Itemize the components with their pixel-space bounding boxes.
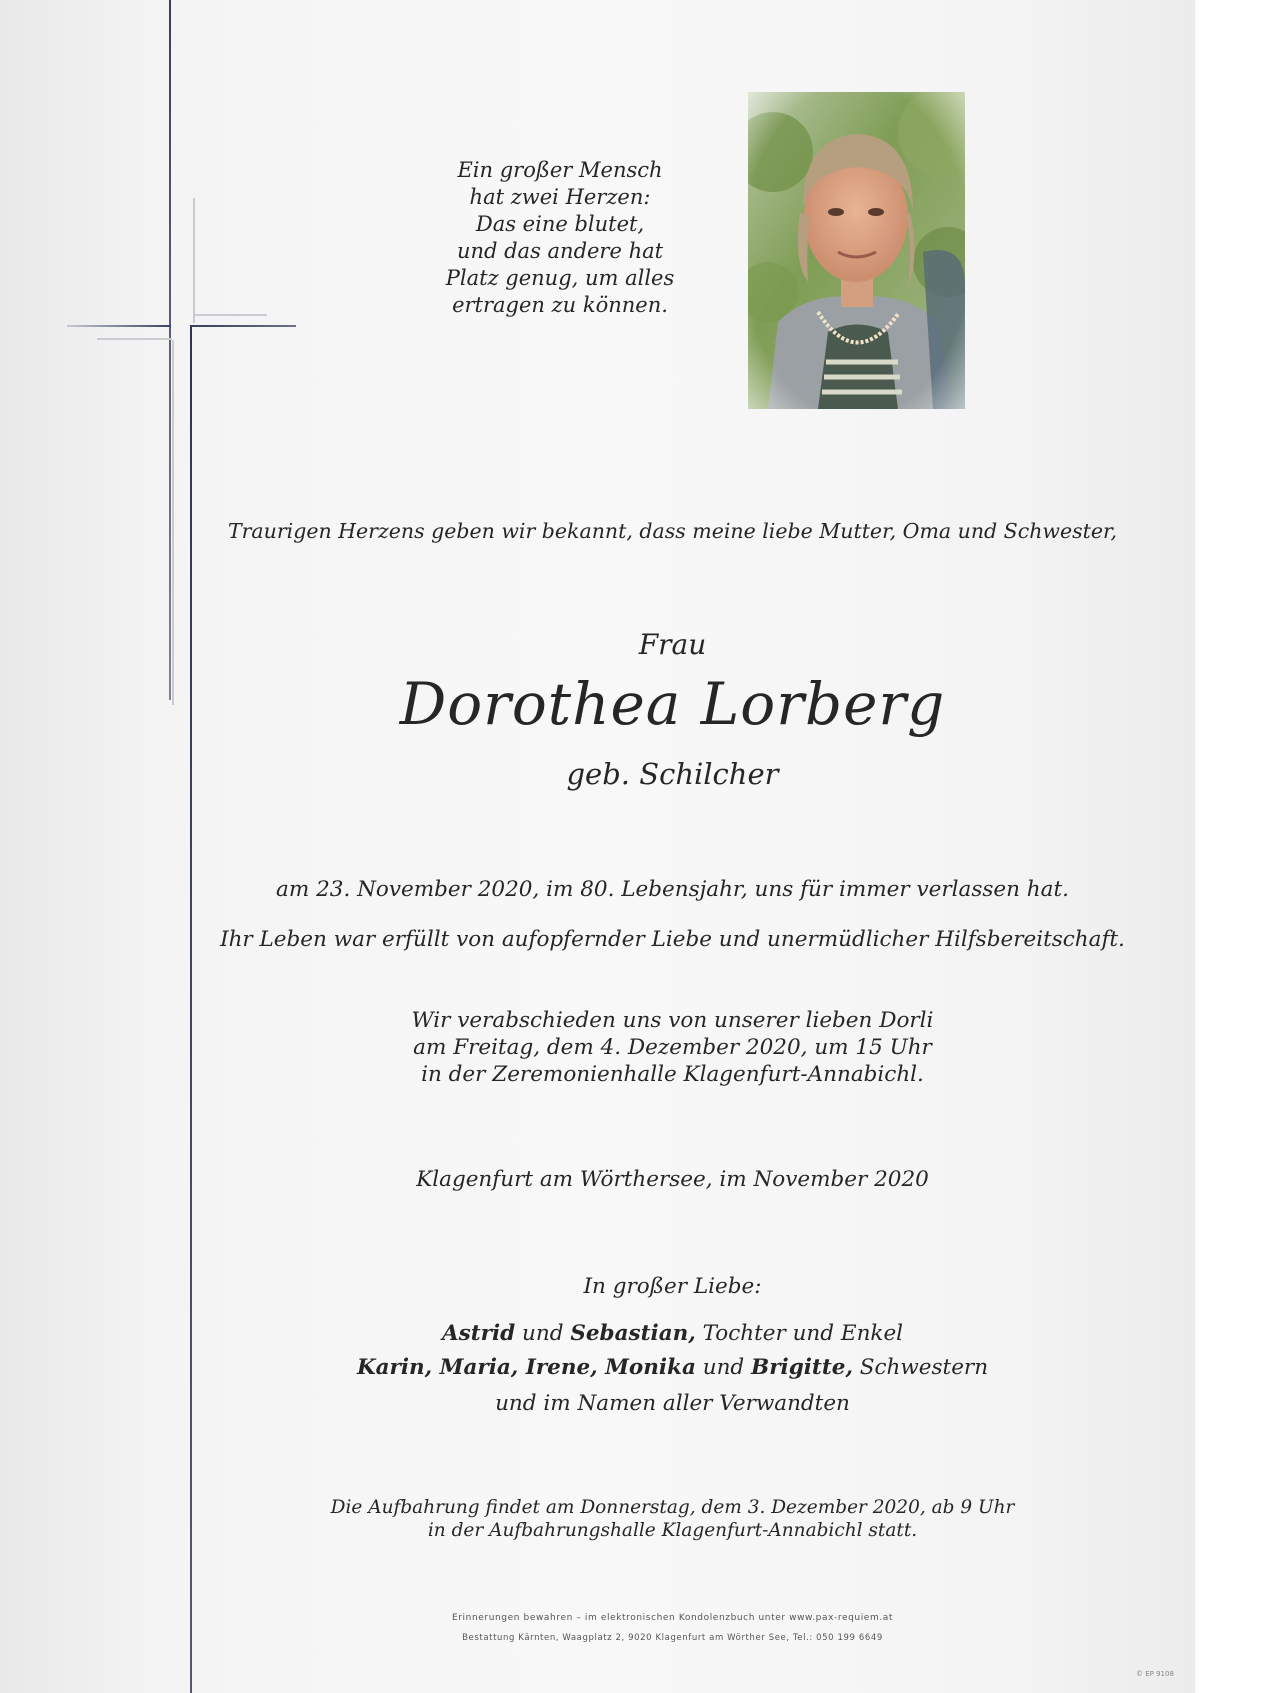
mourner-name: Astrid	[441, 1321, 516, 1346]
death-statement: am 23. November 2020, im 80. Lebensjahr, uns für immer verlassen hat.	[276, 877, 1069, 902]
poem-line: ertragen zu können.	[452, 293, 668, 317]
mourners-line	[200, 1317, 1145, 1351]
farewell-details	[200, 1007, 1145, 1088]
poem-line: und das andere hat	[456, 239, 664, 263]
viewing-line: in der Aufbahrungshalle Klagenfurt-Annabichl statt.	[427, 1520, 918, 1541]
farewell-line: Wir verabschieden uns von unserer lieben Dorli	[411, 1008, 934, 1033]
mourners-line	[200, 1351, 1145, 1385]
funeral-home-address: Bestattung Kärnten, Waagplatz 2, 9020 Klagenfurt am Wörther See, Tel.: 050 199 6649	[462, 1633, 883, 1643]
poem-line: Platz genug, um alles	[445, 266, 675, 290]
poem-line: hat zwei Herzen:	[469, 185, 651, 209]
place-date: Klagenfurt am Wörthersee, im November 2020	[416, 1167, 929, 1192]
relation: Tochter und Enkel	[695, 1321, 904, 1346]
farewell-line: in der Zeremonienhalle Klagenfurt-Annabichl.	[421, 1062, 924, 1087]
cross-vertical-line	[169, 0, 171, 700]
maiden-name: geb. Schilcher	[566, 757, 779, 791]
salutation: Frau	[638, 628, 707, 661]
relation: Schwestern	[852, 1355, 989, 1380]
deceased-name: Dorothea Lorberg	[399, 670, 946, 738]
mourner-name: Sebastian,	[570, 1321, 696, 1346]
farewell-line: am Freitag, dem 4. Dezember 2020, um 15 Uhr	[413, 1035, 932, 1060]
poem-line: Ein großer Mensch	[457, 158, 663, 182]
viewing-line: Die Aufbahrung findet am Donnerstag, dem 3. Dezember 2020, ab 9 Uhr	[330, 1497, 1015, 1518]
page-margin	[1196, 0, 1280, 1693]
viewing-details	[200, 1496, 1145, 1542]
print-code: © EP 9108	[1136, 1670, 1174, 1678]
relatives-note: und im Namen aller Verwandten	[495, 1391, 850, 1416]
mourner-name: Brigitte,	[751, 1355, 853, 1380]
cross-horizontal-line	[67, 325, 171, 327]
mourners-list	[200, 1317, 1145, 1385]
conjunction: und	[515, 1321, 571, 1346]
cross-horizontal-line	[191, 325, 296, 327]
poem	[410, 157, 710, 319]
mourner-names: Karin, Maria, Irene, Monika	[356, 1355, 696, 1380]
poem-line: Das eine blutet,	[475, 212, 645, 236]
cross-vertical-line	[193, 198, 195, 323]
cross-vertical-line	[172, 340, 174, 705]
condolence-book-note: Erinnerungen bewahren – im elektronischen Kondolenzbuch unter www.pax-requiem.at	[451, 1613, 894, 1623]
conjunction: und	[695, 1355, 752, 1380]
portrait-photo	[748, 92, 965, 409]
announcement-intro: Traurigen Herzens geben wir bekannt, dass meine liebe Mutter, Oma und Schwester,	[227, 519, 1118, 543]
cross-horizontal-line	[97, 338, 172, 340]
cross-horizontal-line	[195, 314, 267, 316]
life-statement: Ihr Leben war erfüllt von aufopfernder Liebe und unermüdlicher Hilfsbereitschaft.	[220, 927, 1125, 952]
mourners-heading: In großer Liebe:	[583, 1274, 762, 1299]
cross-vertical-line	[190, 325, 192, 1693]
